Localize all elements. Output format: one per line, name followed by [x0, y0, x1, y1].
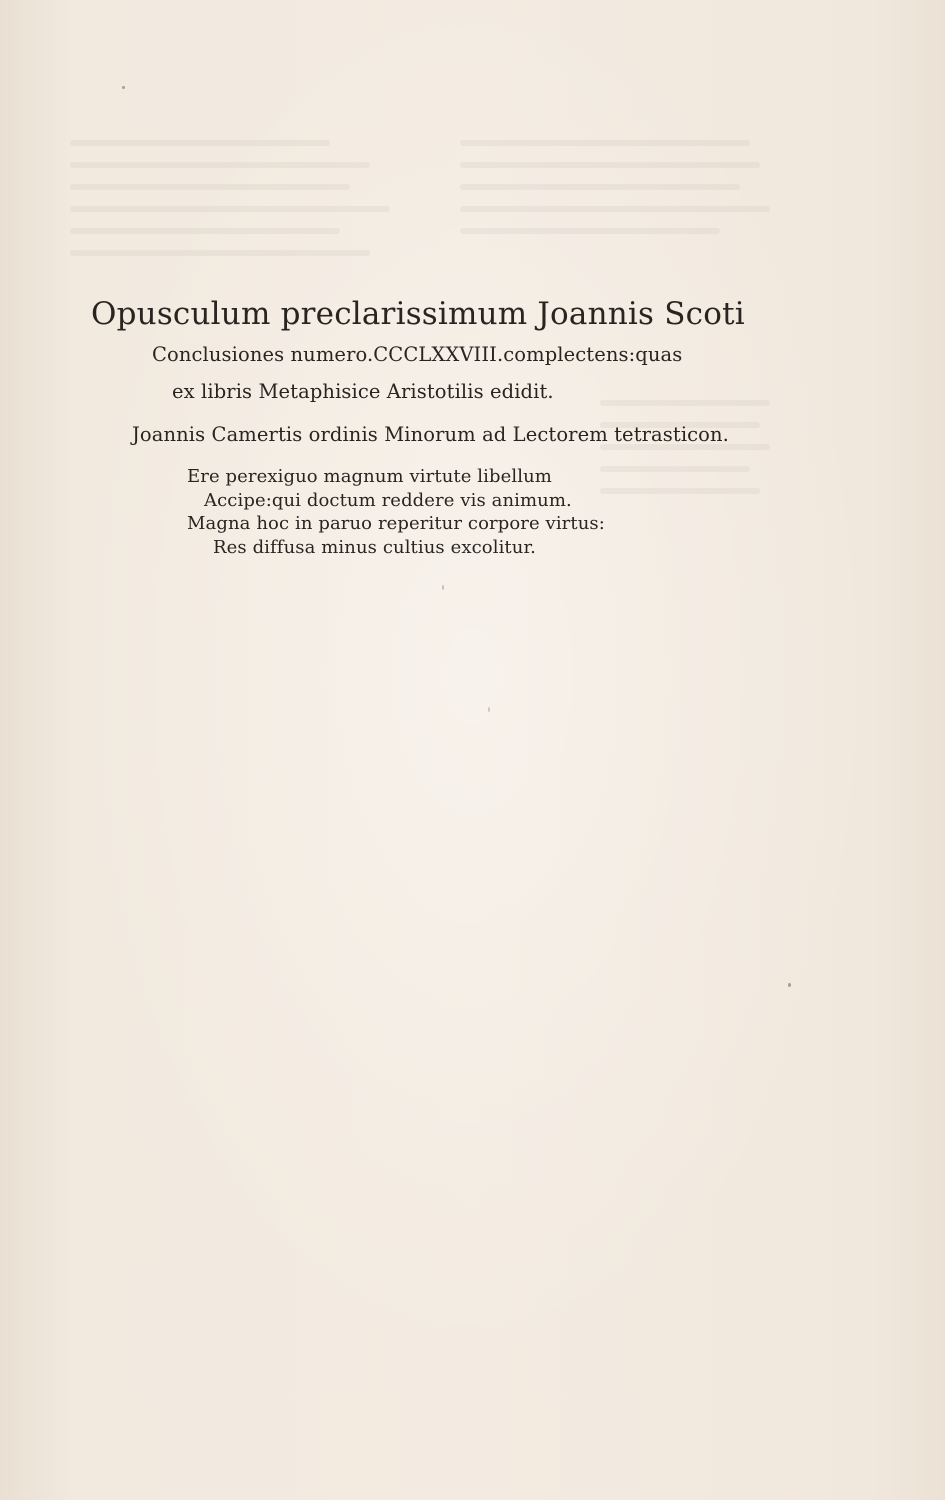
- tetrastich-heading: Joannis Camertis ordinis Minorum ad Lectorem tetrasticon.: [132, 423, 729, 446]
- verse-line: Accipe:qui doctum reddere vis animum.: [204, 490, 572, 511]
- verse-line: Magna hoc in paruo reperitur corpore virtus:: [187, 513, 605, 534]
- paper-speck: [442, 585, 444, 590]
- verse-line: Res diffusa minus cultius excolitur.: [213, 537, 537, 558]
- subtitle-line: ex libris Metaphisice Aristotilis edidit.: [172, 380, 554, 403]
- verse-line: Ere perexiguo magnum virtute libellum: [187, 466, 552, 487]
- subtitle-line: Conclusiones numero.CCCLXXVIII.complectens:quas: [152, 343, 683, 366]
- page-title: Opusculum preclarissimum Joannis Scoti: [91, 296, 745, 332]
- paper-speck: [122, 86, 125, 89]
- paper-speck: [788, 983, 791, 987]
- paper-speck: [488, 707, 490, 712]
